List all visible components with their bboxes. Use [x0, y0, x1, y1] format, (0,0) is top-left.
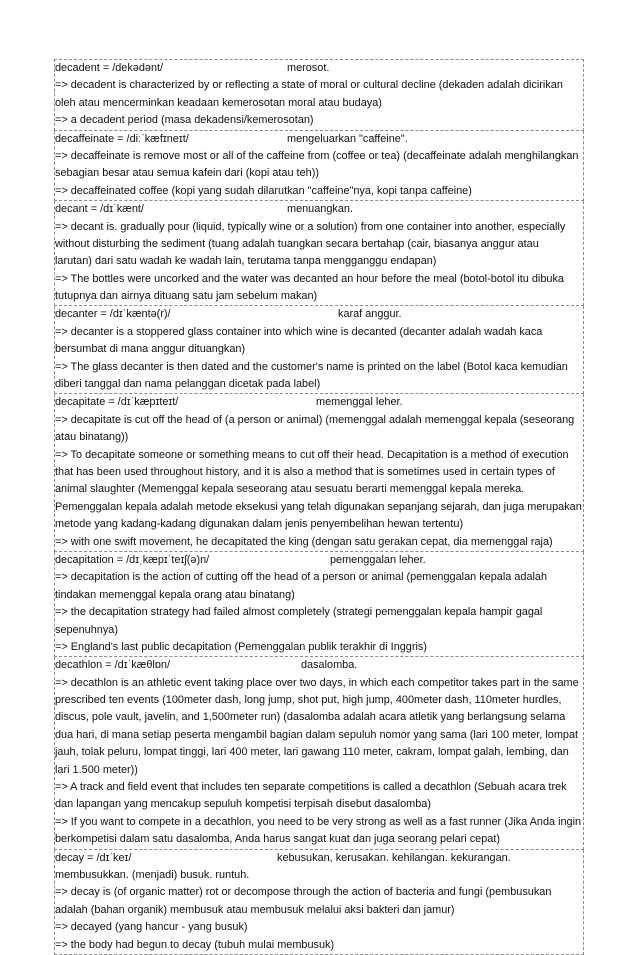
entry-line: => A track and field event that includes ten separate competitions is called a decathlon (Sebuah acara trek	[55, 781, 567, 794]
entry-translation: menuangkan.	[287, 203, 353, 216]
entry-line: => The bottles were uncorked and the water was decanted an hour before the meal (botol-botol itu dibuka	[55, 272, 564, 285]
entry-translation: kebusukan, kerusakan. kehilangan. kekurangan.	[277, 851, 511, 864]
entry-line: => decanter is a stoppered glass container into which wine is decanted (decanter adalah wadah kaca	[55, 325, 543, 338]
entry-line: => To decapitate someone or something means to cut off their head. Decapitation is a method of execution	[55, 448, 569, 461]
entry-line: prescribed ten events (100meter dash, long jump, shot put, high jump, 400meter dash, 110meter hurdles,	[55, 694, 562, 707]
entry-line: berkompetisi dalam satu dasalomba, Anda harus sangat kuat dan juga seorang pelari cepat)	[55, 833, 500, 846]
entry-line: diberi tanggal dan nama pelanggan dicetak pada label)	[55, 378, 321, 391]
entry-header	[55, 657, 583, 674]
entry-decaffeinate	[54, 131, 584, 202]
entry-translation: karaf anggur.	[338, 308, 402, 321]
entry-line: => with one swift movement, he decapitated the king (dengan satu gerakan cepat, dia memenggal raja)	[55, 535, 553, 548]
entry-translation: memenggal leher.	[316, 396, 403, 409]
entry-line: => The glass decanter is then dated and the customer's name is printed on the label (Botol kaca kemudian	[55, 360, 568, 373]
entry-line: discus, pole vault, javelin, and 1,500meter run) (dasalomba adalah acara atletik yang berlangsung selama	[55, 711, 566, 724]
entry-term: decadent = /dekədənt/	[55, 62, 164, 74]
entry-line: => England's last public decapitation (Pemenggalan publik terakhir di Inggris)	[55, 640, 427, 653]
entry-header	[55, 552, 583, 569]
entry-decant	[54, 201, 584, 306]
entry-header	[55, 131, 583, 148]
entry-line: => If you want to compete in a decathlon, you need to be very strong as well as a fast runner (Jika Anda ingin	[55, 815, 582, 828]
entry-line: animal slaughter (Memenggal kepala seseorang atau sesuatu berarti memenggal kepala mereka.	[55, 483, 525, 496]
entry-line: sepenuhnya)	[55, 623, 118, 636]
entry-term: decapitation = /dɪˌkæpɪˈteɪʃ(ə)n/	[55, 553, 210, 566]
entry-line: lari 1.500 meter))	[55, 763, 138, 776]
entry-line: => the decapitation strategy had failed almost completely (strategi pemenggalan kepala hampir gagal	[55, 606, 543, 619]
entry-line: jauh, tolak peluru, lompat tinggi, lari 400 meter, lari gawang 110 meter, cakram, lompat galah, lembing, dan	[55, 746, 569, 759]
entry-header	[55, 306, 583, 323]
entry-header	[55, 850, 583, 867]
entry-line: tindakan memenggal kepala orang atau binatang)	[55, 588, 295, 601]
entry-line: => decant is. gradually pour (liquid, typically wine or a solution) from one container into another, especially	[55, 220, 566, 233]
entry-line: => decaffeinated coffee (kopi yang sudah dilarutkan "caffeine"nya, kopi tanpa caffeine)	[55, 184, 472, 197]
entry-line: => decadent is characterized by or reflecting a state of moral or cultural decline (dekaden adalah dicirikan	[55, 79, 563, 92]
entry-line: oleh atau mencerminkan keadaan kemerosotan moral atau budaya)	[55, 96, 382, 109]
entry-line: metode yang kadang-kadang digunakan dalam jenis penyembelihan hewan tertentu)	[55, 518, 464, 531]
entry-translation: pemenggalan leher.	[330, 553, 426, 566]
entry-term: decaffeinate = /diːˈkæfɪneɪt/	[55, 132, 189, 145]
entry-line: adalah (bahan organik) membusuk atau membusuk melalui aksi bakteri dan jamur)	[55, 903, 455, 916]
entry-translation: mengeluarkan "caffeine".	[287, 132, 408, 145]
entry-header	[55, 60, 583, 77]
entry-line: => decay is (of organic matter) rot or decompose through the action of bacteria and fungi (pembusukan	[55, 886, 552, 899]
entry-line: => the body had begun to decay (tubuh mulai membusuk)	[55, 938, 335, 951]
entry-line: => decapitate is cut off the head of (a person or animal) (memenggal adalah memenggal kepala (seseorang	[55, 413, 575, 426]
entry-header	[55, 201, 583, 218]
entry-line: dua hari, di mana setiap peserta mengambil bagian dalam sepuluh nomor yang sama (lari 100 meter, lompat	[55, 728, 579, 741]
entry-line: => decapitation is the action of cutting off the head of a person or animal (pemenggalan kepala adalah	[55, 571, 548, 584]
entry-decay	[54, 850, 584, 955]
entry-decanter	[54, 306, 584, 394]
entry-term: decanter = /dɪˈkæntə(r)/	[55, 308, 171, 321]
entry-term: decathlon = /dɪˈkæθlɒn/	[55, 659, 170, 672]
entry-line: membusukkan. (menjadi) busuk. runtuh.	[55, 868, 250, 881]
entry-line: without disturbing the sediment (tuang adalah tuangkan secara bertahap (cair, biasanya anggur atau	[55, 237, 539, 250]
entry-decathlon	[54, 657, 584, 849]
entry-term: decapitate = /dɪˈkæpɪteɪt/	[55, 396, 179, 409]
entry-line: atau binatang))	[55, 431, 129, 444]
entry-line: dan lapangan yang mencakup sepuluh kompetisi terpisah disebut dasalomba)	[55, 798, 431, 811]
entry-decadent	[54, 59, 584, 131]
entry-decapitation	[54, 552, 584, 657]
entry-line: => decaffeinate is remove most or all of the caffeine from (coffee or tea) (decaffeinate adalah menghilangkan	[55, 149, 579, 162]
entry-term: decant = /dɪˈkænt/	[55, 203, 144, 216]
entry-line: => decayed (yang hancur - yang busuk)	[55, 921, 248, 934]
entry-translation: merosot.	[287, 62, 330, 74]
entry-line: sebagian besar atau semua kafein dari (kopi atau teh))	[55, 167, 319, 180]
entry-translation: dasalomba.	[301, 659, 358, 672]
entry-term: decay = /dɪˈkeɪ/	[55, 851, 132, 864]
entry-line: tutupnya dan airnya dituang satu jam sebelum makan)	[55, 290, 318, 303]
entry-line: bersumbat di mana anggur dituangkan)	[55, 343, 246, 356]
entry-line: Pemenggalan kepala adalah metode eksekusi yang telah digunakan sepanjang sejarah, dan juga merupakan	[55, 500, 582, 513]
entry-line: larutan) dari satu wadah ke wadah lain, terutama tanpa mengganggu endapan)	[55, 255, 437, 268]
entry-line: => a decadent period (masa dekadensi/kemerosotan)	[55, 114, 314, 127]
entry-line: => decathlon is an athletic event taking place over two days, in which each competitor takes part in the same	[55, 676, 579, 689]
dictionary-page	[54, 59, 584, 955]
entry-line: that has been used throughout history, and it is also a method that is sometimes used in certain types of	[55, 465, 555, 478]
entry-header	[55, 394, 583, 411]
entry-decapitate	[54, 394, 584, 552]
